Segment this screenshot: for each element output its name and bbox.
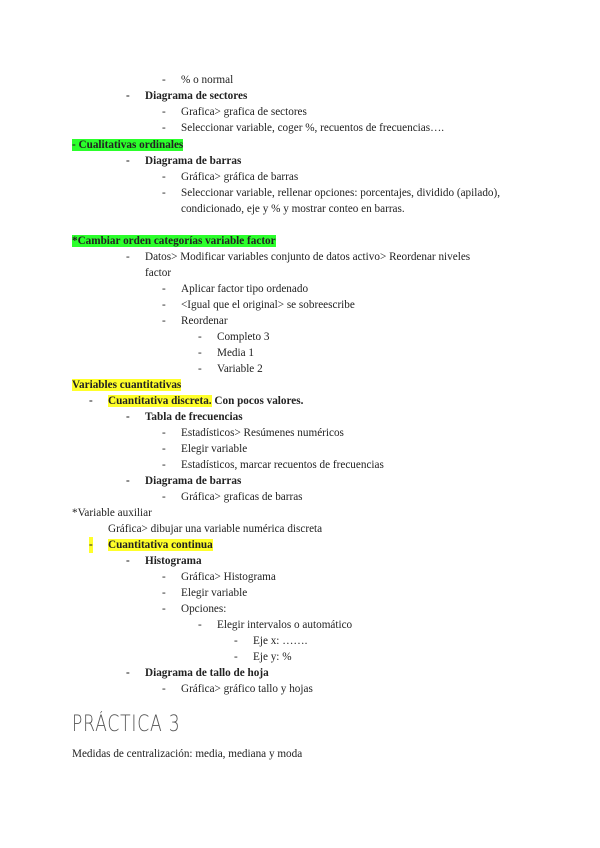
list-item: - Elegir variable [162,443,248,455]
bullet-dash: - [162,283,166,295]
list-item: - % o normal [162,74,234,86]
page-title: PRÁCTICA 3 [72,712,181,737]
list-item: - Histograma [126,555,202,567]
list-item: - <Igual que el original> se sobreescribe [162,299,355,311]
bullet-dash: - [126,667,130,679]
note: *Variable auxiliar [72,507,152,519]
bullet-dash: - [162,171,166,183]
list-item: - Eje x: ……. [234,635,308,647]
bullet-dash: - [126,90,130,102]
bullet-dash: - [126,155,130,167]
bullet-dash: - [234,651,238,663]
bullet-dash: - [162,459,166,471]
list-item: - Estadísticos, marcar recuentos de frecuencias [162,459,384,471]
bullet-dash: - [234,635,238,647]
section-heading: *Cambiar orden categorías variable factor [72,235,276,247]
list-item: - Elegir intervalos o automático [198,619,353,631]
bullet-dash: - [126,411,130,423]
bullet-dash: - [162,74,166,86]
bullet-dash: - [198,363,202,375]
list-item: - Datos> Modificar variables conjunto de datos activo> Reordenar niveles [126,251,471,263]
list-item-continuation: factor [145,267,172,279]
section-heading: - Cualitativas ordinales [72,139,184,151]
list-item: - Media 1 [198,347,254,359]
bullet-dash: - [198,619,202,631]
bullet-dash: - [162,106,166,118]
bullet-dash: - [162,603,166,615]
note-detail: Gráfica> dibujar una variable numérica discreta [108,523,323,535]
bullet-dash: - [162,571,166,583]
bullet-dash: - [162,122,166,134]
bullet-dash: - [162,683,166,695]
list-item: - Estadísticos> Resúmenes numéricos [162,427,344,439]
bullet-dash: - [162,299,166,311]
list-item: - Diagrama de tallo de hoja [126,667,269,679]
list-item: - Cuantitativa continua [89,539,213,551]
list-item: - Variable 2 [198,363,263,375]
list-item: - Elegir variable [162,587,248,599]
list-item: - Seleccionar variable, coger %, recuentos de frecuencias…. [162,122,445,134]
list-item: - Gráfica> gráfica de barras [162,171,299,183]
bullet-dash: - [162,491,166,503]
list-item: - Reordenar [162,315,228,327]
list-item: - Grafica> grafica de sectores [162,106,307,118]
list-item: - Diagrama de sectores [126,90,248,102]
list-item-continuation: condicionado, eje y % y mostrar conteo en barras. [181,203,405,215]
bullet-dash: - [89,395,93,407]
bullet-dash: - [198,331,202,343]
bullet-dash: - [162,315,166,327]
list-item: - Gráfica> Histograma [162,571,276,583]
bullet-dash: - [162,187,166,199]
list-item: - Diagrama de barras [126,475,242,487]
paragraph: Medidas de centralización: media, mediana y moda [72,748,303,760]
list-item: - Completo 3 [198,331,270,343]
bullet-dash: - [89,539,93,551]
bullet-dash: - [198,347,202,359]
list-item: - Eje y: % [234,651,292,663]
bullet-dash: - [162,427,166,439]
bullet-dash: - [126,251,130,263]
list-item: - Seleccionar variable, rellenar opciones: porcentajes, dividido (apilado), [162,187,501,199]
list-item: - Gráfica> graficas de barras [162,491,303,503]
bullet-dash: - [162,443,166,455]
bullet-dash: - [126,475,130,487]
list-item: - Gráfica> gráfico tallo y hojas [162,683,313,695]
list-item: - Cuantitativa discreta. Con pocos valores. [89,395,304,407]
bullet-dash: - [162,587,166,599]
list-item: - Tabla de frecuencias [126,411,243,423]
list-item: - Opciones: [162,603,227,615]
bullet-dash: - [126,555,130,567]
list-item: - Aplicar factor tipo ordenado [162,283,309,295]
list-item: - Diagrama de barras [126,155,242,167]
section-heading: Variables cuantitativas [72,379,182,391]
